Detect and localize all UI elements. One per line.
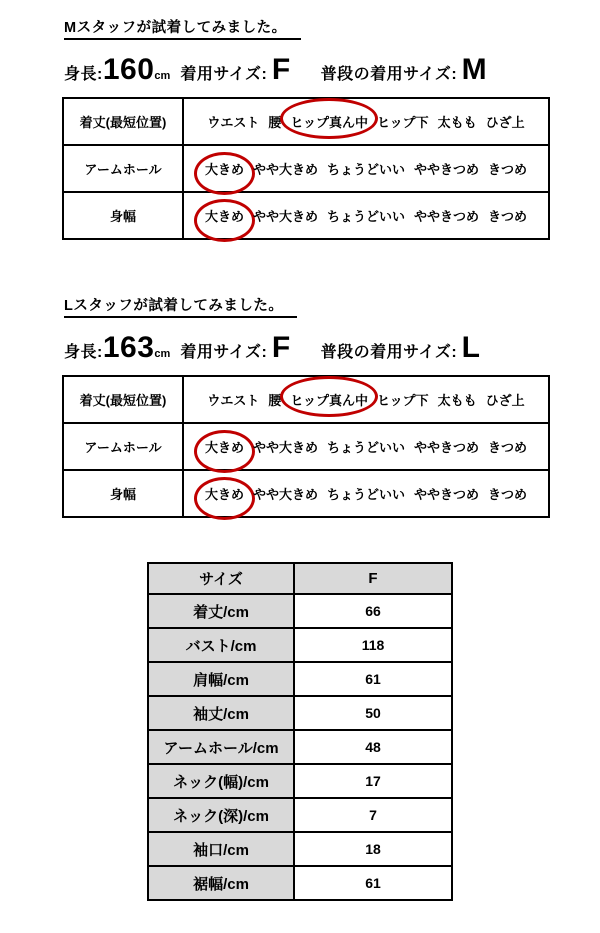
fit-row-options bbox=[183, 98, 549, 145]
fit-table-row bbox=[63, 192, 549, 239]
fit-option: 太もも bbox=[437, 115, 477, 130]
size-label-cell: 肩幅/cm bbox=[148, 662, 294, 696]
wearing-size-label: 着用サイズ: bbox=[180, 66, 268, 83]
height-unit: cm bbox=[154, 70, 171, 82]
section-title: Mスタッフが試着してみました。 bbox=[64, 16, 301, 40]
fit-option: ひざ上 bbox=[485, 393, 525, 408]
usual-size-value: M bbox=[461, 53, 488, 86]
height-unit: cm bbox=[154, 348, 171, 360]
fit-row-options bbox=[183, 470, 549, 517]
wearing-size-label: 着用サイズ: bbox=[180, 344, 268, 361]
fit-table-row bbox=[63, 98, 549, 145]
fit-option: ちょうどいい bbox=[326, 487, 405, 502]
fit-row-label: アームホール bbox=[63, 145, 183, 192]
size-label-cell: 袖丈/cm bbox=[148, 696, 294, 730]
usual-size-label: 普段の着用サイズ: bbox=[320, 66, 458, 83]
fit-option-selected: ヒップ真ん中 bbox=[290, 390, 368, 409]
size-table-row bbox=[148, 730, 452, 764]
fit-row-label: アームホール bbox=[63, 423, 183, 470]
size-table-row bbox=[148, 696, 452, 730]
size-value-cell: 66 bbox=[294, 594, 452, 628]
fit-option-selected: 大きめ bbox=[205, 206, 244, 225]
fit-option-selected: 大きめ bbox=[205, 484, 244, 503]
fit-table-row bbox=[63, 470, 549, 517]
fit-option: ウエスト bbox=[207, 115, 260, 130]
size-label-cell: 袖口/cm bbox=[148, 832, 294, 866]
height-value: 163 bbox=[102, 331, 155, 364]
size-label-cell: ネック(幅)/cm bbox=[148, 764, 294, 798]
fit-option: ちょうどいい bbox=[326, 440, 405, 455]
fitting-review-section-l bbox=[64, 294, 600, 518]
size-table-row bbox=[148, 594, 452, 628]
fit-table-row bbox=[63, 423, 549, 470]
fit-row-label: 着丈(最短位置) bbox=[63, 376, 183, 423]
fit-option: ウエスト bbox=[207, 393, 260, 408]
size-value-cell: 61 bbox=[294, 662, 452, 696]
fit-option: やや大きめ bbox=[252, 209, 318, 224]
fit-row-label: 身幅 bbox=[63, 192, 183, 239]
fit-option: ヒップ下 bbox=[377, 115, 429, 130]
fit-option: 腰 bbox=[268, 115, 282, 130]
height-value: 160 bbox=[102, 53, 155, 86]
usual-size-value: L bbox=[461, 331, 481, 364]
size-spec-table bbox=[147, 562, 453, 901]
fit-option: ややきつめ bbox=[414, 162, 480, 177]
fit-table bbox=[62, 375, 550, 518]
size-table-row bbox=[148, 866, 452, 900]
fit-option: ややきつめ bbox=[414, 440, 480, 455]
height-label: 身長: bbox=[64, 344, 103, 361]
fit-row-options bbox=[183, 145, 549, 192]
fit-table bbox=[62, 97, 550, 240]
fit-option-selected: 大きめ bbox=[205, 159, 244, 178]
fit-option: 太もも bbox=[437, 393, 477, 408]
fit-option: ひざ上 bbox=[485, 115, 525, 130]
height-label: 身長: bbox=[64, 66, 103, 83]
fit-option: ちょうどいい bbox=[326, 162, 405, 177]
size-table-row bbox=[148, 764, 452, 798]
stats-line bbox=[64, 331, 600, 365]
stats-line bbox=[64, 53, 600, 87]
section-title: Lスタッフが試着してみました。 bbox=[64, 294, 297, 318]
fit-option: きつめ bbox=[488, 209, 528, 224]
fit-table-row bbox=[63, 376, 549, 423]
fit-option: やや大きめ bbox=[252, 162, 318, 177]
size-table-row bbox=[148, 798, 452, 832]
fit-option: やや大きめ bbox=[252, 440, 318, 455]
size-table-header-value: F bbox=[294, 563, 452, 594]
size-table-header-label: サイズ bbox=[148, 563, 294, 594]
size-table-row bbox=[148, 628, 452, 662]
size-value-cell: 17 bbox=[294, 764, 452, 798]
fit-row-options bbox=[183, 423, 549, 470]
size-value-cell: 48 bbox=[294, 730, 452, 764]
wearing-size-value: F bbox=[271, 331, 291, 364]
size-table-row bbox=[148, 832, 452, 866]
size-value-cell: 118 bbox=[294, 628, 452, 662]
fit-option-selected: 大きめ bbox=[205, 437, 244, 456]
size-table-header-row bbox=[148, 563, 452, 594]
size-value-cell: 61 bbox=[294, 866, 452, 900]
size-value-cell: 18 bbox=[294, 832, 452, 866]
size-table-row bbox=[148, 662, 452, 696]
fit-option: きつめ bbox=[488, 162, 528, 177]
fit-option: ちょうどいい bbox=[326, 209, 405, 224]
fit-row-label: 着丈(最短位置) bbox=[63, 98, 183, 145]
size-label-cell: アームホール/cm bbox=[148, 730, 294, 764]
fit-option: ややきつめ bbox=[414, 209, 480, 224]
size-label-cell: 着丈/cm bbox=[148, 594, 294, 628]
fit-option: 腰 bbox=[268, 393, 282, 408]
size-label-cell: 裾幅/cm bbox=[148, 866, 294, 900]
fit-option: やや大きめ bbox=[252, 487, 318, 502]
size-value-cell: 50 bbox=[294, 696, 452, 730]
fit-table-row bbox=[63, 145, 549, 192]
fit-row-options bbox=[183, 192, 549, 239]
wearing-size-value: F bbox=[271, 53, 291, 86]
fit-option: きつめ bbox=[488, 440, 528, 455]
size-label-cell: ネック(深)/cm bbox=[148, 798, 294, 832]
fit-option: ややきつめ bbox=[414, 487, 480, 502]
fit-option: ヒップ下 bbox=[377, 393, 429, 408]
usual-size-label: 普段の着用サイズ: bbox=[320, 344, 458, 361]
fit-option: きつめ bbox=[488, 487, 528, 502]
fit-row-label: 身幅 bbox=[63, 470, 183, 517]
size-value-cell: 7 bbox=[294, 798, 452, 832]
fit-option-selected: ヒップ真ん中 bbox=[290, 112, 368, 131]
fit-row-options bbox=[183, 376, 549, 423]
fitting-review-section-m bbox=[64, 16, 600, 240]
size-label-cell: バスト/cm bbox=[148, 628, 294, 662]
